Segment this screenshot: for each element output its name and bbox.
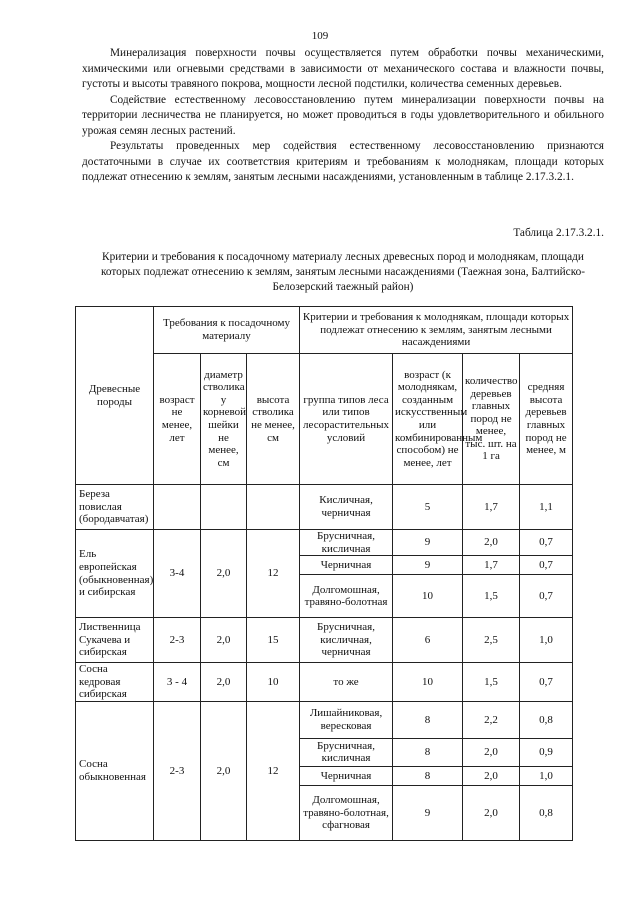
planting-height-cell: [247, 485, 300, 530]
tree-count-cell: 1,7: [463, 556, 520, 575]
planting-diam-cell: 2,0: [201, 663, 247, 702]
species-cell: Сосна кедровая сибирская: [76, 663, 154, 702]
paragraph: Содействие естественному лесовосстановлению путем минерализации поверхности почвы на территории лесничества не планируется, но может проводиться в годы удовлетворительного и обильного урожая семян лесных растений.: [82, 93, 604, 137]
planting-age-cell: 2-3: [154, 701, 201, 840]
body-text: [82, 46, 604, 186]
young-age-cell: 8: [393, 738, 463, 766]
forest-type-cell: Брусничная, кисличная: [300, 738, 393, 766]
header-species: Древесные породы: [76, 307, 154, 485]
young-age-cell: 6: [393, 618, 463, 663]
species-cell: Лиственница Сукачева и сибирская: [76, 618, 154, 663]
avg-height-cell: 0,8: [520, 785, 573, 840]
tree-count-cell: 1,5: [463, 663, 520, 702]
tree-count-cell: 1,7: [463, 485, 520, 530]
avg-height-cell: 0,7: [520, 663, 573, 702]
table-caption: Критерии и требования к посадочному материалу лесных древесных пород и молоднякам, площади которых подлежат отнесению к землям, занятым лесными насаждениями (Таежная зона, Балтийско-Белозерский таежный район): [100, 251, 586, 293]
young-age-cell: 9: [393, 530, 463, 556]
young-age-cell: 8: [393, 701, 463, 738]
tree-count-cell: 2,0: [463, 766, 520, 785]
table-number: Таблица 2.17.3.2.1.: [513, 227, 604, 239]
planting-age-cell: 3-4: [154, 530, 201, 618]
forest-type-cell: Брусничная, кисличная, черничная: [300, 618, 393, 663]
tree-count-cell: 2,5: [463, 618, 520, 663]
avg-height-cell: 0,8: [520, 701, 573, 738]
header-height: высота стволика не менее, см: [247, 354, 300, 485]
paragraph: Минерализация поверхности почвы осуществляется путем обработки почвы механическими, химическими или огневыми средствами в зависимости от механического состава и влажности почвы, густоты и высоты травяного покрова, мощности лесной подстилки, количества семенных деревьев.: [82, 47, 604, 90]
planting-diam-cell: 2,0: [201, 530, 247, 618]
planting-height-cell: 12: [247, 530, 300, 618]
table-row: [76, 701, 573, 738]
paragraph: Результаты проведенных мер содействия естественному лесовосстановлению признаются достаточными в случае их соответствия критериям и требованиям к молоднякам, площади которых подлежат отнесению к землям, занятым лесными насаждениями, установленным в таблице 2.17.3.2.1.: [82, 140, 604, 183]
forest-type-cell: Брусничная, кисличная: [300, 530, 393, 556]
forest-type-cell: Черничная: [300, 766, 393, 785]
planting-height-cell: 12: [247, 701, 300, 840]
planting-diam-cell: 2,0: [201, 618, 247, 663]
young-age-cell: 10: [393, 575, 463, 618]
planting-height-cell: 10: [247, 663, 300, 702]
criteria-table: [75, 306, 573, 841]
tree-count-cell: 2,0: [463, 785, 520, 840]
header-age: возраст не менее, лет: [154, 354, 201, 485]
header-tree-count: количество деревьев главных пород не менее, тыс. шт. на 1 га: [463, 354, 520, 485]
table-row: [76, 485, 573, 530]
young-age-cell: 8: [393, 766, 463, 785]
forest-type-cell: Долгомошная, травяно-болотная, сфагновая: [300, 785, 393, 840]
forest-type-cell: Лишайниковая, вересковая: [300, 701, 393, 738]
avg-height-cell: 1,1: [520, 485, 573, 530]
forest-type-cell: Кисличная, черничная: [300, 485, 393, 530]
species-cell: Ель европейская (обыкновенная) и сибирская: [76, 530, 154, 618]
forest-type-cell: Черничная: [300, 556, 393, 575]
forest-type-cell: Долгомошная, травяно-болотная: [300, 575, 393, 618]
species-cell: Береза повислая (бородавчатая): [76, 485, 154, 530]
planting-age-cell: 3 - 4: [154, 663, 201, 702]
avg-height-cell: 0,7: [520, 575, 573, 618]
planting-age-cell: 2-3: [154, 618, 201, 663]
planting-age-cell: [154, 485, 201, 530]
young-age-cell: 9: [393, 785, 463, 840]
table-row: [76, 618, 573, 663]
tree-count-cell: 2,2: [463, 701, 520, 738]
planting-diam-cell: 2,0: [201, 701, 247, 840]
tree-count-cell: 2,0: [463, 738, 520, 766]
young-age-cell: 5: [393, 485, 463, 530]
young-age-cell: 10: [393, 663, 463, 702]
planting-diam-cell: [201, 485, 247, 530]
tree-count-cell: 1,5: [463, 575, 520, 618]
avg-height-cell: 1,0: [520, 766, 573, 785]
species-cell: Сосна обыкновенная: [76, 701, 154, 840]
avg-height-cell: 0,9: [520, 738, 573, 766]
planting-height-cell: 15: [247, 618, 300, 663]
avg-height-cell: 0,7: [520, 530, 573, 556]
header-planting-material: Требования к посадочному материалу: [154, 307, 300, 354]
young-age-cell: 9: [393, 556, 463, 575]
table-row: [76, 530, 573, 556]
header-avg-height: средняя высота деревьев главных пород не менее, м: [520, 354, 573, 485]
header-row: [76, 307, 573, 354]
avg-height-cell: 1,0: [520, 618, 573, 663]
header-young-stands: Критерии и требования к молоднякам, площади которых подлежат отнесению к землям, занятым лесными насаждениями: [300, 307, 573, 354]
header-diameter: диаметр стволика у корневой шейки не менее, см: [201, 354, 247, 485]
page-number: 109: [311, 30, 329, 42]
header-young-age: возраст (к молоднякам, созданным искусственным или комбинированным способом) не менее, лет: [393, 354, 463, 485]
table-row: [76, 663, 573, 702]
header-forest-type: группа типов леса или типов лесорастительных условий: [300, 354, 393, 485]
avg-height-cell: 0,7: [520, 556, 573, 575]
forest-type-cell: то же: [300, 663, 393, 702]
tree-count-cell: 2,0: [463, 530, 520, 556]
